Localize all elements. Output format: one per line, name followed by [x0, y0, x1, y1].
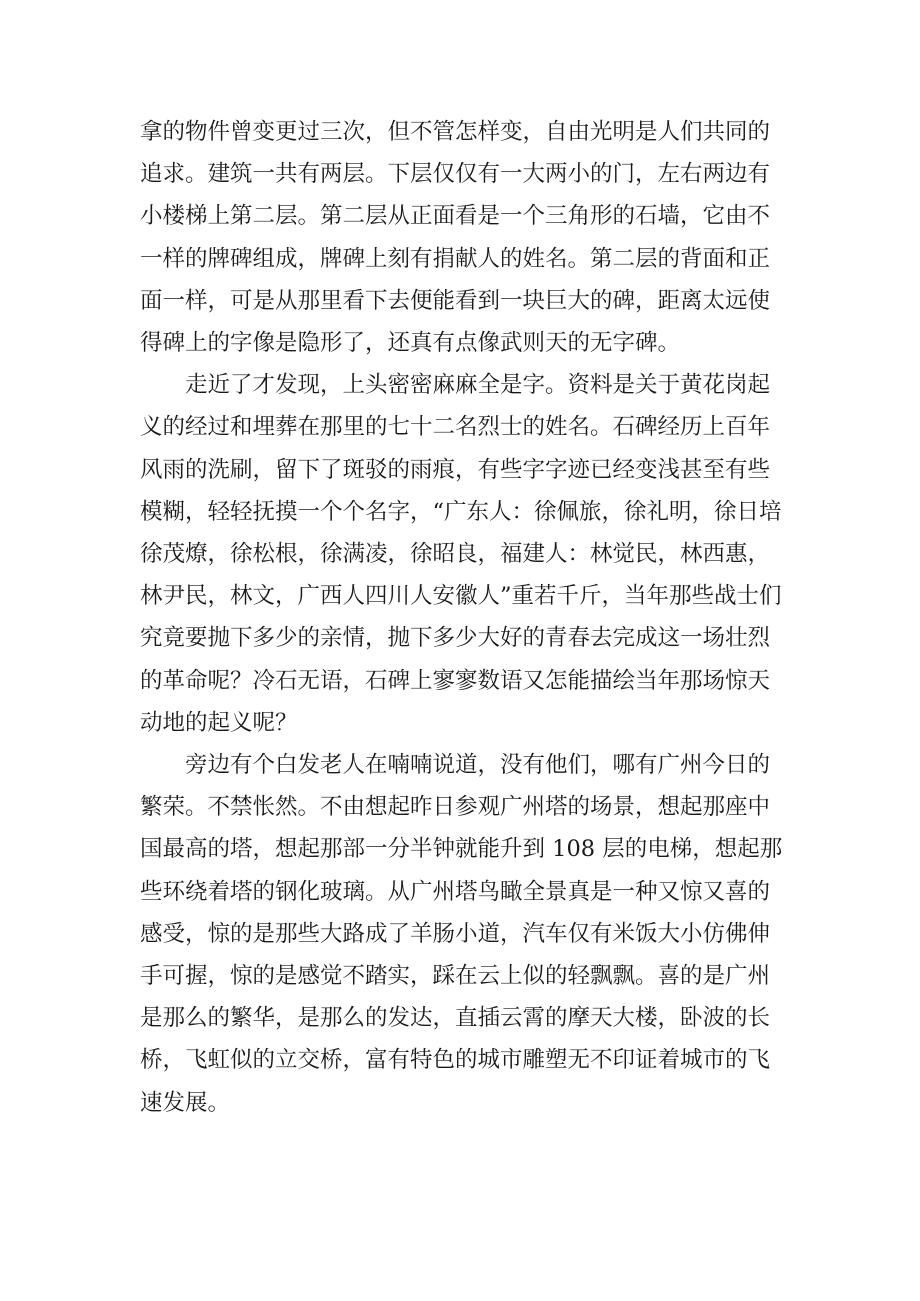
paragraph-continuation: 拿的物件曾变更过三次，但不管怎样变，自由光明是人们共同的追求。建筑一共有两层。下层仅仅有一大两小的门，左右两边有小楼梯上第二层。第二层从正面看是一个三角形的石墙，它由不一样的牌碑组成，牌碑上刻有捐献人的姓名。第二层的背面和正面一样，可是从那里看下去便能看到一块巨大的碑，距离太远使得碑上的字像是隐形了，还真有点像武则天的无字碑。	[140, 119, 771, 357]
paragraph-stone-tablet: 走近了才发现，上头密密麻麻全是字。资料是关于黄花岗起义的经过和埋葬在那里的七十二名烈士的姓名。石碑经历上百年风雨的洗刷，留下了斑驳的雨痕，有些字字迹已经变浅甚至有些模糊，轻轻抚摸一个个名字，“广东人：徐佩旅，徐礼明，徐日培徐茂燎，徐松根，徐满凌，徐昭良，福建人：林觉民，林西惠，林尹民，林文，广西人四川人安徽人”重若千斤，当年那些战士们究竟要抛下多少的亲情，抛下多少大好的青春去完成这一场壮烈的革命呢？冷石无语，石碑上寥寥数语又怎能描绘当年那场惊天动地的起义呢？	[140, 372, 782, 736]
document-body	[140, 111, 790, 1124]
paragraph-canton-tower: 旁边有个白发老人在喃喃说道，没有他们，哪有广州今日的繁荣。不禁怅然。不由想起昨日参观广州塔的场景，想起那座中国最高的塔，想起那部一分半钟就能升到 108 层的电梯，想起那些环绕着塔的钢化玻璃。从广州塔鸟瞰全景真是一种又惊又喜的感受，惊的是那些大路成了羊肠小道，汽车仅有米饭大小仿佛伸手可握，惊的是感觉不踏实，踩在云上似的轻飘飘。喜的是广州是那么的繁华，是那么的发达，直插云霄的摩天大楼，卧波的长桥，飞虹似的立交桥，富有特色的城市雕塑无不印证着城市的飞速发展。	[140, 752, 783, 1116]
